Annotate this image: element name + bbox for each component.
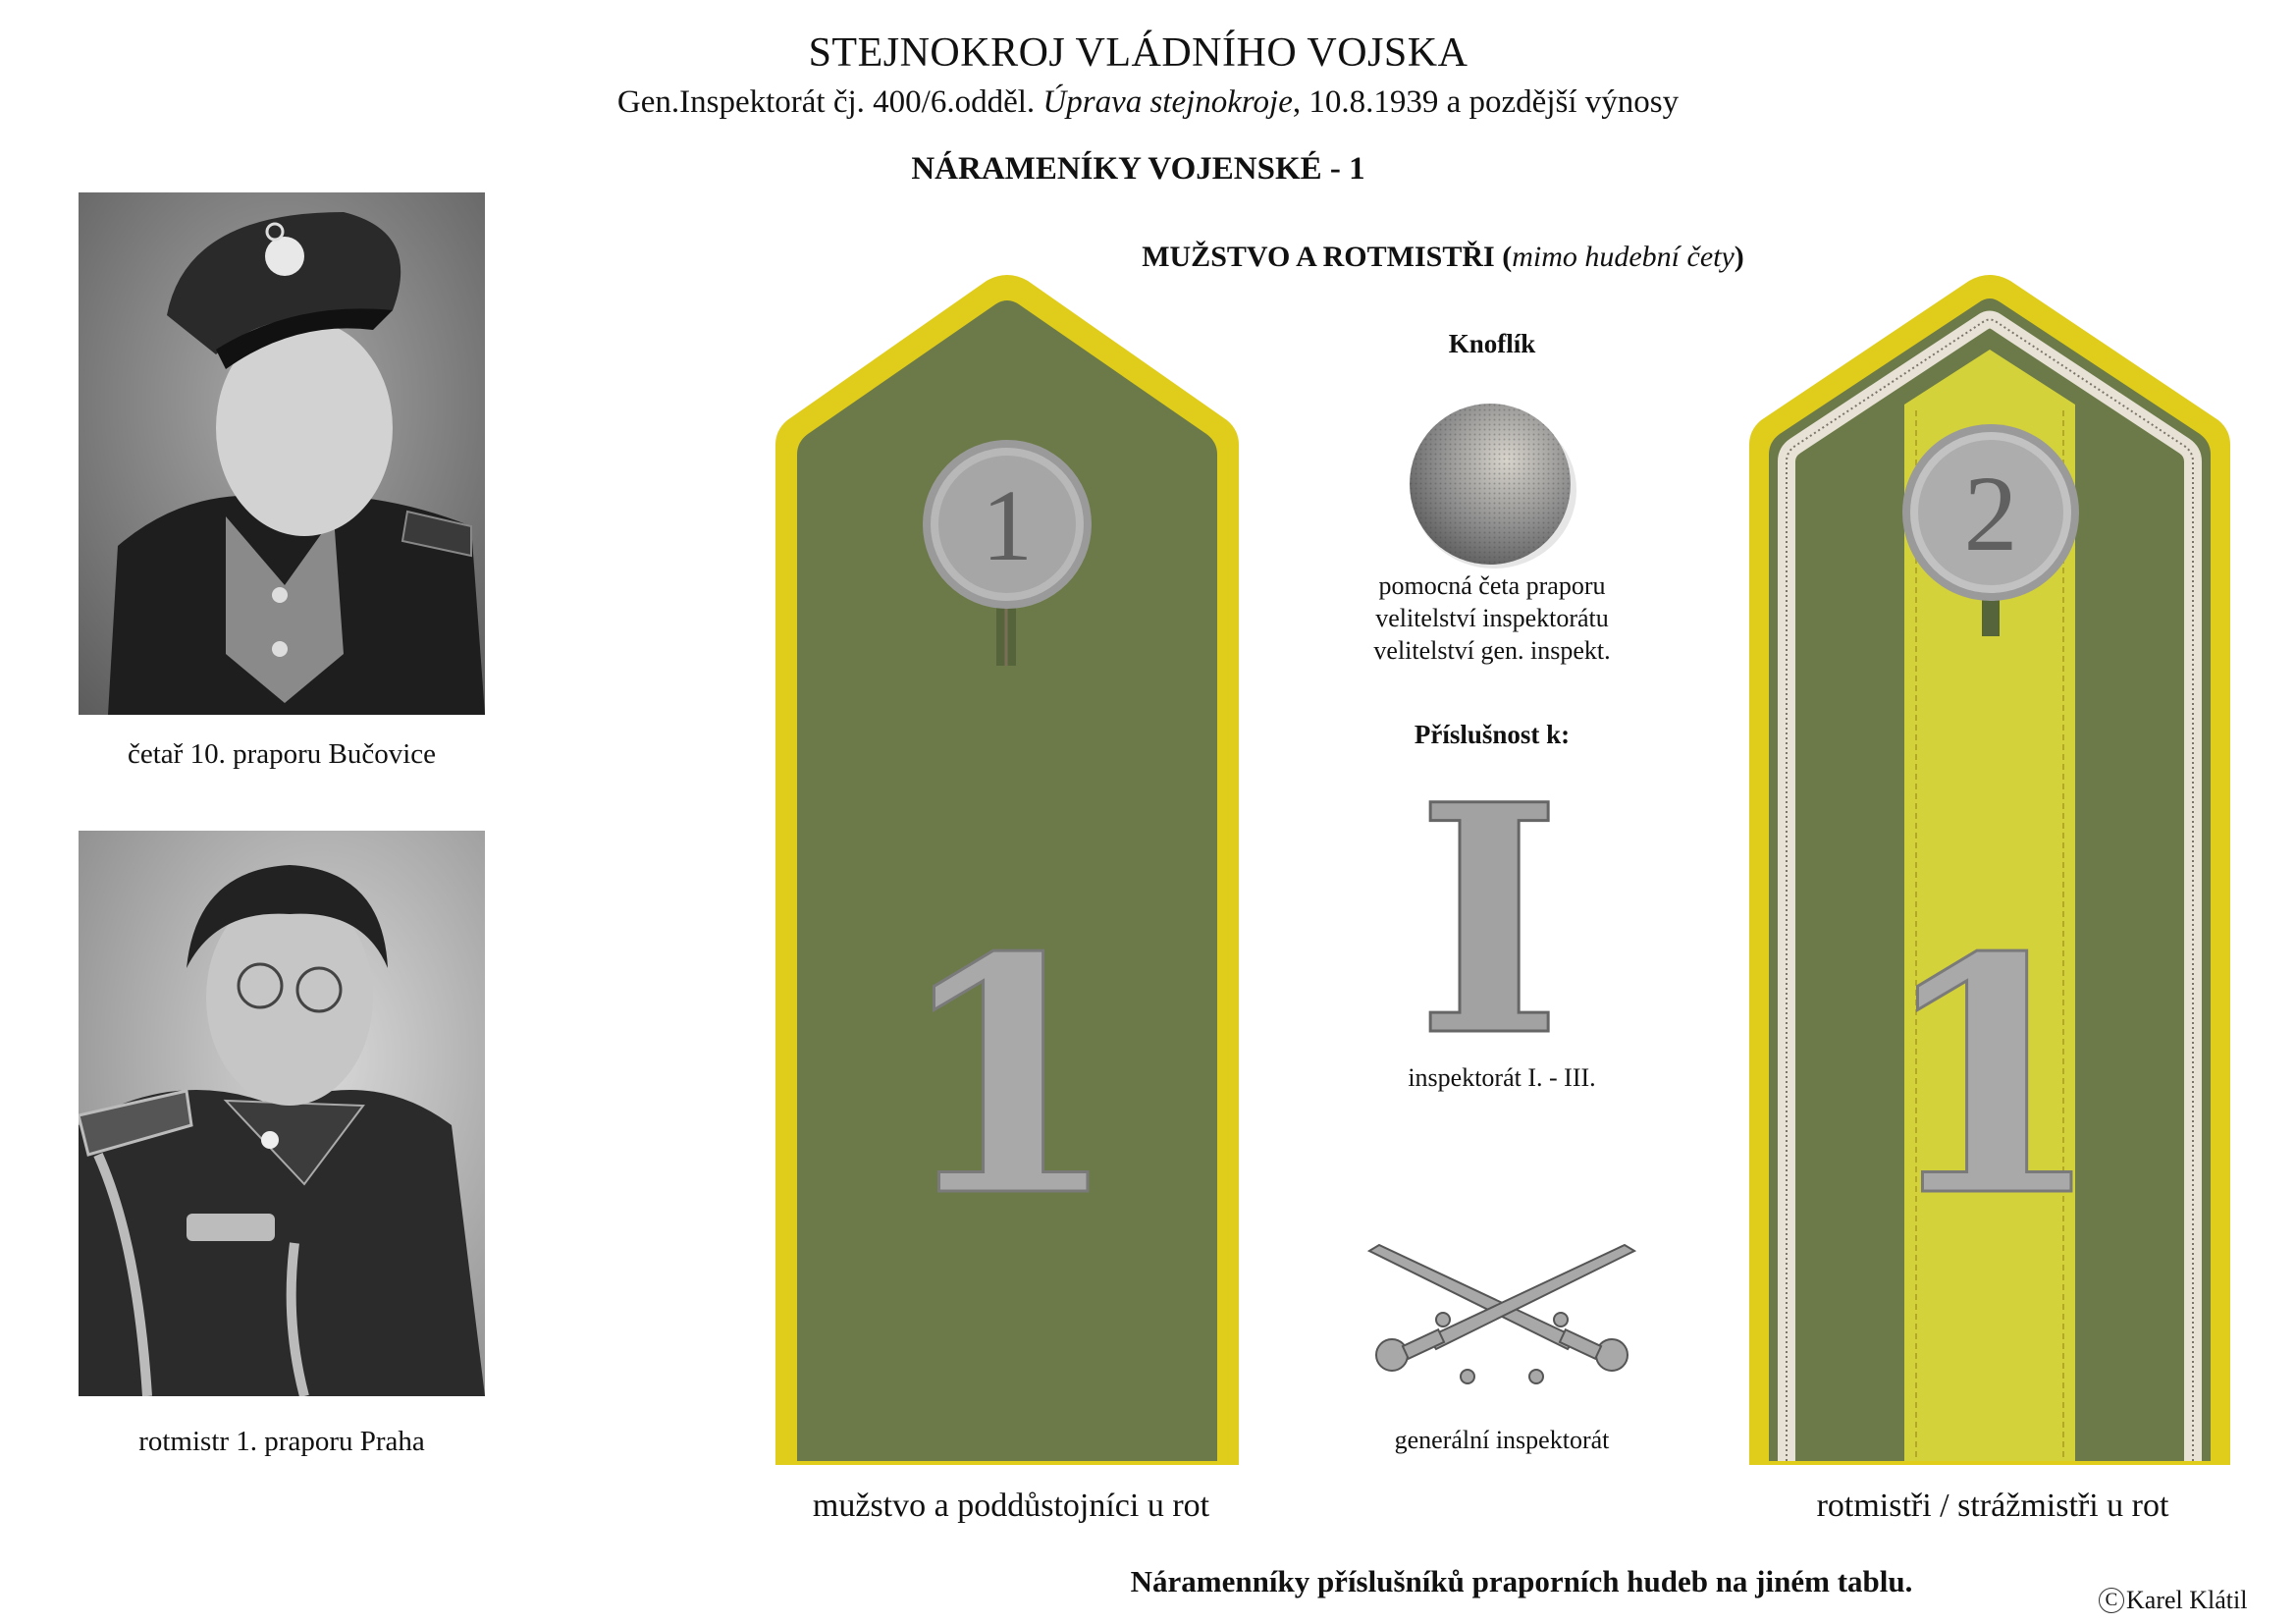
- copyright: [2099, 1586, 2247, 1615]
- collar-numeral-right: 1: [1878, 887, 2104, 1268]
- button-label: Knoflík: [1448, 329, 1536, 358]
- affiliation-label: Příslušnost k:: [1414, 720, 1571, 749]
- button-desc-line: velitelství gen. inspekt.: [1373, 636, 1611, 665]
- page-title: STEJNOKROJ VLÁDNÍHO VOJSKA: [808, 30, 1468, 76]
- portrait-photo-rotmistr: [79, 831, 485, 1396]
- button-number-2: 2: [1963, 454, 2018, 573]
- numbered-button-1: [923, 440, 1092, 609]
- epaulette-caption-right: rotmistři / strážmistři u rot: [1816, 1488, 2169, 1524]
- roman-numeral-glyph: I: [1428, 785, 1551, 1051]
- section-heading-italic: mimo hudební čety: [1512, 241, 1735, 273]
- subtitle-italic: Úprava stejnokroje: [1042, 84, 1293, 120]
- portrait-photo-cetar: [79, 192, 485, 715]
- page-subtitle: [0, 84, 2296, 121]
- collar-numeral-left: 1: [894, 887, 1120, 1268]
- button-number-1: 1: [982, 469, 1033, 582]
- crossed-swords-icon: [1360, 1239, 1644, 1386]
- photo-caption-2: rotmistr 1. praporu Praha: [138, 1426, 425, 1457]
- footer-note: Náramenníky příslušníků praporních hudeb na jiném tablu.: [1130, 1564, 1913, 1598]
- numbered-button-2: [1902, 424, 2079, 601]
- plain-button-image: [1404, 398, 1580, 574]
- epaulette-caption-left: mužstvo a poddůstojníci u rot: [812, 1488, 1210, 1524]
- subtitle-prefix: Gen.Inspektorát čj. 400/6.odděl.: [616, 84, 1043, 120]
- section-heading-bold: MUŽSTVO A ROTMISTŘI: [1142, 241, 1495, 273]
- sheet-heading: NÁRAMENÍKY VOJENSKÉ - 1: [911, 151, 1365, 187]
- photo-caption-1: četař 10. praporu Bučovice: [127, 738, 437, 770]
- author-name: Karel Klátil: [2126, 1586, 2248, 1614]
- epaulette-nco: [1749, 273, 2230, 1465]
- button-desc-line: velitelství inspektorátu: [1375, 604, 1609, 632]
- button-description: [1335, 569, 1649, 667]
- roman-numeral-caption: inspektorát I. - III.: [1408, 1063, 1596, 1092]
- crossed-swords-caption: generální inspektorát: [1394, 1426, 1610, 1454]
- subtitle-suffix: , 10.8.1939 a pozdější výnosy: [1292, 84, 1680, 120]
- button-desc-line: pomocná četa praporu: [1378, 571, 1606, 600]
- roman-numeral-insignia: [1428, 785, 1551, 1051]
- copyright-icon: C: [2099, 1588, 2124, 1613]
- epaulette-enlisted: [775, 273, 1239, 1465]
- section-heading: MUŽSTVO A ROTMISTŘI (mimo hudební čety): [1142, 241, 1744, 273]
